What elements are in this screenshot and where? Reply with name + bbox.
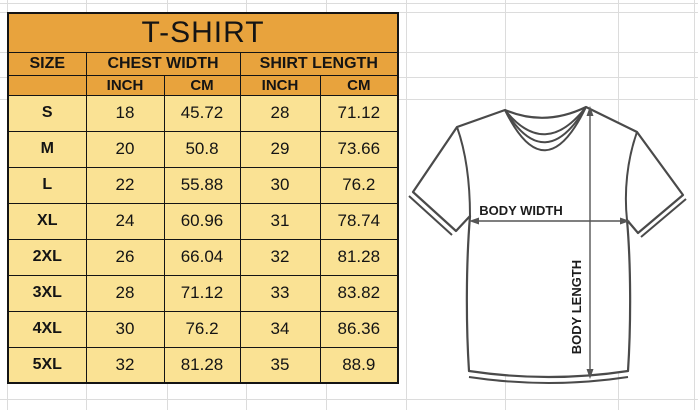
chest-cm-value: 55.88 — [164, 167, 240, 203]
tshirt-diagram-svg — [398, 0, 698, 410]
chest-inch-value: 20 — [86, 131, 164, 167]
body-length-label: BODY LENGTH — [569, 259, 584, 355]
shirt-cm-value: 78.74 — [320, 203, 398, 239]
unit-header-chest-cm: CM — [164, 75, 240, 95]
shirt-inch-value: 35 — [240, 347, 320, 383]
chest-inch-value: 22 — [86, 167, 164, 203]
shirt-inch-value: 34 — [240, 311, 320, 347]
chest-cm-value: 45.72 — [164, 95, 240, 131]
shirt-inch-value: 29 — [240, 131, 320, 167]
chest-inch-value: 32 — [86, 347, 164, 383]
table-row — [8, 311, 398, 347]
shirt-inch-value: 30 — [240, 167, 320, 203]
size-label: XL — [8, 203, 86, 239]
size-label: 3XL — [8, 275, 86, 311]
size-label: M — [8, 131, 86, 167]
shirt-cm-value: 76.2 — [320, 167, 398, 203]
chest-inch-value: 28 — [86, 275, 164, 311]
unit-header-shirt-cm: CM — [320, 75, 398, 95]
size-chart-table — [7, 12, 399, 384]
shirt-cm-value: 86.36 — [320, 311, 398, 347]
size-label: 4XL — [8, 311, 86, 347]
body-width-label: BODY WIDTH — [479, 203, 563, 218]
size-label: 5XL — [8, 347, 86, 383]
table-row — [8, 347, 398, 383]
table-row — [8, 131, 398, 167]
tshirt-diagram — [398, 0, 698, 410]
shirt-inch-value: 31 — [240, 203, 320, 239]
shirt-cm-value: 73.66 — [320, 131, 398, 167]
chest-inch-value: 24 — [86, 203, 164, 239]
tshirt-outline-path — [413, 107, 683, 377]
col-header-shirt-length: SHIRT LENGTH — [240, 52, 398, 75]
shirt-inch-value: 33 — [240, 275, 320, 311]
chest-cm-value: 60.96 — [164, 203, 240, 239]
table-row — [8, 95, 398, 131]
shirt-inch-value: 32 — [240, 239, 320, 275]
chest-cm-value: 81.28 — [164, 347, 240, 383]
size-label: 2XL — [8, 239, 86, 275]
table-row — [8, 275, 398, 311]
col-header-chest-width: CHEST WIDTH — [86, 52, 240, 75]
shirt-cm-value: 88.9 — [320, 347, 398, 383]
table-row — [8, 203, 398, 239]
table-title: T-SHIRT — [8, 13, 398, 52]
shirt-cm-value: 83.82 — [320, 275, 398, 311]
size-label: L — [8, 167, 86, 203]
chest-cm-value: 71.12 — [164, 275, 240, 311]
size-label: S — [8, 95, 86, 131]
shirt-cm-value: 71.12 — [320, 95, 398, 131]
chest-inch-value: 26 — [86, 239, 164, 275]
chest-inch-value: 30 — [86, 311, 164, 347]
empty-header-cell — [8, 75, 86, 95]
table-row — [8, 167, 398, 203]
unit-header-chest-inch: INCH — [86, 75, 164, 95]
chest-cm-value: 50.8 — [164, 131, 240, 167]
col-header-size: SIZE — [8, 52, 86, 75]
unit-header-shirt-inch: INCH — [240, 75, 320, 95]
chest-inch-value: 18 — [86, 95, 164, 131]
chest-cm-value: 76.2 — [164, 311, 240, 347]
shirt-inch-value: 28 — [240, 95, 320, 131]
table-row — [8, 239, 398, 275]
chest-cm-value: 66.04 — [164, 239, 240, 275]
shirt-cm-value: 81.28 — [320, 239, 398, 275]
